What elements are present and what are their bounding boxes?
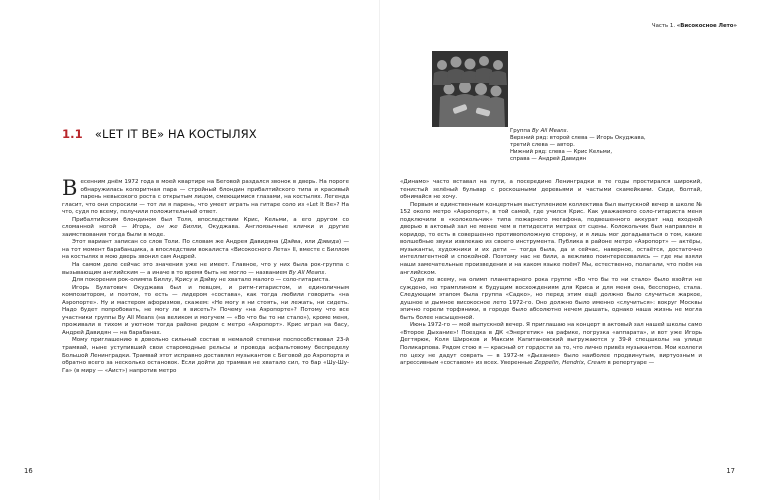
chapter-number: 1.1 bbox=[62, 127, 83, 141]
left-page bbox=[0, 0, 379, 500]
paragraph-1: Весенним днём 1972 года в моей квартире на Беговой раздался звонок в дверь. На пороге обнаружилась колоритная пара — стройный блондин прибалтийского типа и красивый парень невысокого роста с открытым лицом, смеющимися глазами, на костылях. Легенда гласит, что они спросили — тот ли я парень, что умеет играть на гитаре соло из «Let It Be»? На что, судя по всему, получили положительный ответ. bbox=[62, 176, 349, 216]
right-text-column bbox=[400, 179, 702, 368]
paragraph-3: Этот вариант записан со слов Толи. По словам же Андрея Давидяна (Дэйва, или Дэвида) — на тот момент барабанщика, а впоследствии вокалиста «Високосного Лета» II, вместе с Биллом на костылях в мою дверь звонил сам Андрей. bbox=[62, 239, 349, 261]
chapter-title: «LET IT BE» НА КОСТЫЛЯХ bbox=[94, 127, 257, 141]
page-number-right: 17 bbox=[726, 467, 735, 475]
drop-cap: В bbox=[62, 176, 78, 200]
paragraph-6: Игорь Булатович Окуджава был и певцом, и ритм-гитаристом, и единоличным композитором, и поэтом, то есть — лидером «состава», как тогда любили говорить «на Аэропорте». Ну и мастером афоризмов, скажем: «Не могу я ни стоять, ни лежать, ни сидеть. Надо будет попробовать, не могу ли я висеть?» Почему «на Аэропорте»? Потому что все участники группы By All Means (на великом и могучем — «Во что бы то ни стало»), кроме меня, проживали в тихом и уютном тогда районе рядом с метро «Аэропорт». Крис играл на басу, Андрей Давидян — на барабанах. bbox=[62, 284, 349, 336]
paragraph-8: Первым и единственным концертным выступлением коллектива был выпускной вечер в школе № 152 около метро «Аэропорт», в той самой, где учился Крис. Как уважаемого соло-гитариста меня подключили в «колокольчик» типа пожарного мегафона, подвешенного аккурат над входной дверью в актовый зал не менее чем в пятидесяти метрах от сцены. Колокольчик был направлен в коридор, то есть в совершенно противоположную сторону, и я лишь мог догадываться о том, какие волшебные звуки извлекаю из своего инструмента. Публика в районе метро «Аэропорт» — актёры, музыканты, художники и их дети — тогда была, да и сейчас, наверное, остаётся, достаточно интеллигентной и спокойной. Поэтому нас не били, а вежливо поинтересовались — где мы взяли наши замечательные произведения и на каком языке поём? Мы, естественно, полагали, что поём на английском. bbox=[400, 201, 702, 276]
paragraph-7: Мому приглашению в довольно сильный состав в немалой степени поспособствовал 23-й трамвай, ныне уступивший свои старомодные рельсы и провода асфальтовому беспределу Большой Ленинградки. Трамвай этот исправно доставлял музыкантов с Беговой до Аэропорта и обратно всего за несколько остановок. Если дойти до трамвая не хватало сил, то бар «Шу-Шу-Га» (в миру — «Аист») напротив метро bbox=[62, 337, 349, 374]
paragraph-9: Судя по всему, на олимп планетарного рока группе «Во что бы то ни стало» было взойти не суждено, но трамплином к будущим восхождениям для Криса и для меня она, бесспорно, стала. Следующим этапом была группа «Садко», но перед этим ещё должно было случиться жаркое, душное и дымное високосное лето 1972-го. Оно должно было именно «случиться»: вокруг Москвы эпично горели торфяники, в городе было абсолютно нечем дышать, однако наша жизнь не могла быть более насыщенной. bbox=[400, 277, 702, 321]
paragraph-10: Июнь 1972-го — мой выпускной вечер. Я приглашаю на концерт в актовый зал нашей школы само «Второе Дыхание»! Поездка в ДК «Энергетик» на рафике, погрузка «аппарата», и вот уже Игорь Дегтярюк, Коля Широков и Максим Капитановский выгружаются у 39-й спецшколы на улице Поликарпова. Рядом стою я — красный от гордости за то, что лично привёз музыкантов. Мои коллеги по цеху не дадут соврать — в 1972-м «Дыхание» было наиболее продвинутым, виртуозным и агрессивным «составом» из всех. Уверенные Zeppelin, Hendrix, Cream в репертуаре — bbox=[400, 322, 702, 367]
paragraph-5: Для покорения рок-олимпа Биллу, Крису и Дэйву не хватало малого — соло-гитариста. bbox=[72, 277, 331, 284]
running-head: Часть 1. «Високосное Лето» bbox=[651, 23, 737, 29]
paragraph-4: На самом деле сейчас это значения уже не имеет. Главное, что у них была рок-группа с вызывающим английским — а иначе в то время быть не могло — названием By All Means. bbox=[62, 262, 349, 276]
left-text-column bbox=[62, 176, 349, 375]
page-number-left: 16 bbox=[24, 467, 33, 475]
paragraph-2: Прибалтийским блондином был Толя, впоследствии Крис, Кельми, а его другом со сломанной ногой — Игорь, он же Билли, Окуджава. Англоязычные клички и другие заимствования тогда были в моде. bbox=[62, 216, 349, 238]
band-photo-icon bbox=[432, 51, 508, 127]
chapter-heading bbox=[62, 127, 257, 141]
photo-caption: Группа By All Means. Верхний ряд: второй слева — Игорь Окуджава, третий слева — автор. Нижний ряд: слева — Крис Кельми, справа — Андрей Давидян bbox=[510, 128, 646, 163]
paragraph-continued: «Динамо» часто вставал на пути, а посередине Ленинградки в те годы простирался широкий, тенистый зелёный бульвар с роскошными деревьями и частыми скамейками. Сиди, болтай, обнимайся не хочу. bbox=[400, 179, 702, 201]
